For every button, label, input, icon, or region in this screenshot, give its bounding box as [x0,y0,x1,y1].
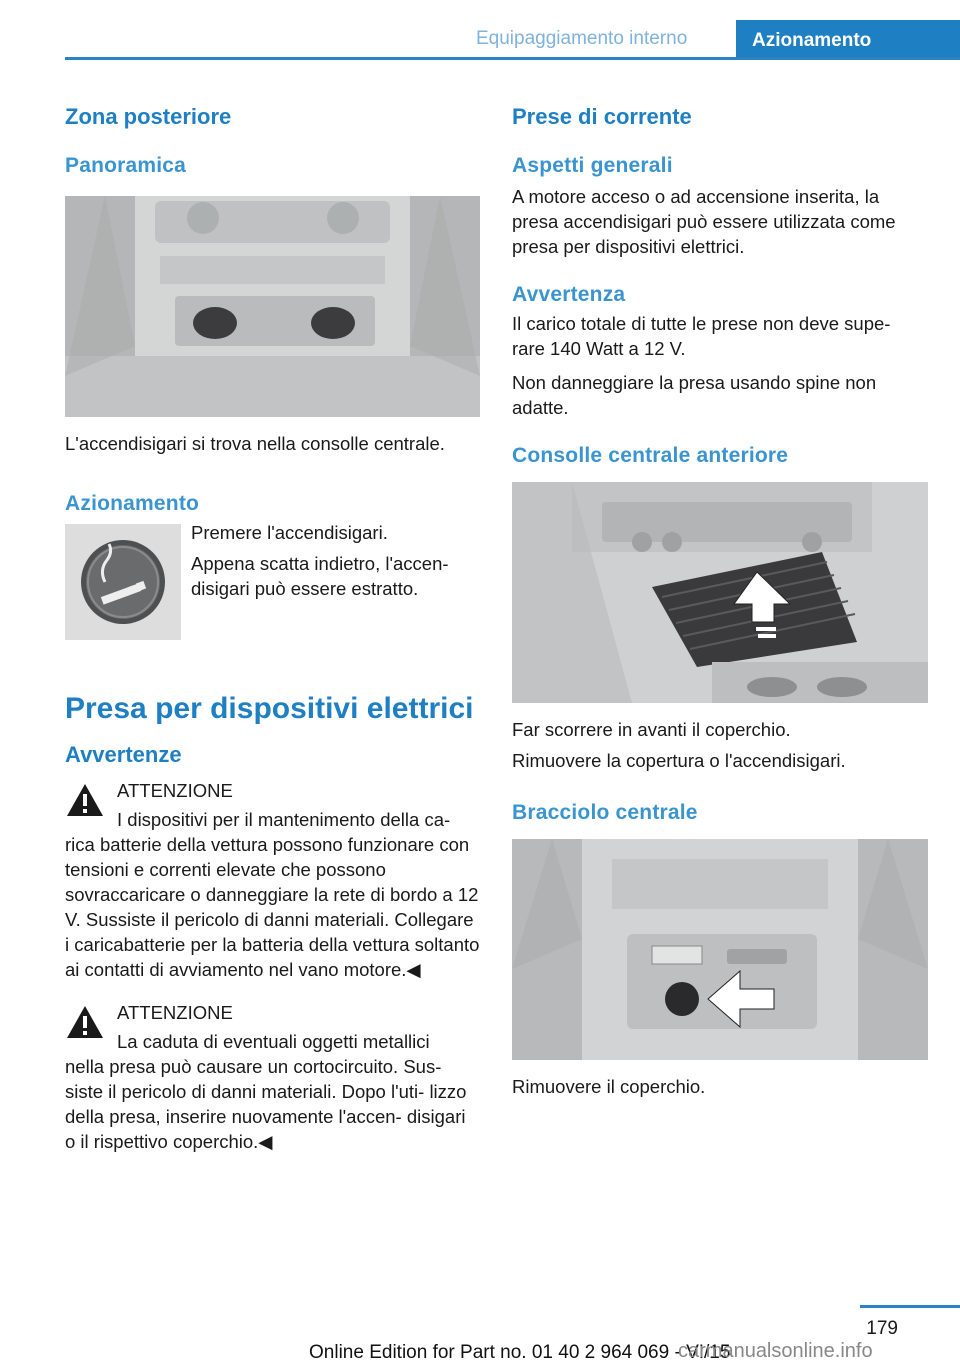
warning-triangle-icon [65,1004,105,1040]
heading-panoramica: Panoramica [65,154,187,177]
left-column [65,100,480,1154]
heading-zona-posteriore: Zona posteriore [65,104,232,129]
azionamento-step-2a: Appena scatta indietro, l'accen‐ [191,553,449,574]
aspetti-text: A motore acceso o ad accensione inserita, la presa accendisigari può essere utilizzata come presa per dispositivi elettrici. [512,186,896,257]
warning-block-2 [65,1000,480,1154]
right-column [512,100,928,1099]
warning-1-line1: I dispositivi per il mantenimento della ca‐ [117,809,451,830]
heading-consolle-centrale: Consolle centrale anteriore [512,444,789,467]
consolle-p1: Far scorrere in avanti il coperchio. [512,719,791,740]
footer-rule [860,1305,960,1308]
avvertenza-p2: Non danneggiare la presa usando spine non adatte. [512,372,877,418]
edition-text: Online Edition for Part no. 01 40 2 964 069 - VI/15 [309,1342,731,1363]
rear-console-photo [65,196,480,417]
heading-avvertenze: Avvertenze [65,742,182,767]
consolle-p2: Rimuovere la copertura o l'accendisigari. [512,750,846,771]
warning-block-1 [65,778,480,982]
warning-2-line1: La caduta di eventuali oggetti metallici [117,1031,430,1052]
heading-presa-dispositivi: Presa per dispositivi elettrici [65,692,474,725]
avvertenza-p1: Il carico totale di tutte le prese non deve supe‐ rare 140 Watt a 12 V. [512,313,891,359]
heading-bracciolo-centrale: Bracciolo centrale [512,801,698,824]
warning-triangle-icon [65,782,105,818]
warning-1-label: ATTENZIONE [117,780,233,801]
header-tab-azionamento: Azionamento [736,20,960,60]
warning-2-label: ATTENZIONE [117,1002,233,1023]
page-number: 179 [866,1318,898,1339]
watermark: carmanualsonline.info [678,1340,873,1362]
heading-avvertenza: Avvertenza [512,283,626,306]
warning-1-text: rica batterie della vettura possono funzionare con tensioni e correnti elevate che possono sovraccaricare o danneggiare la rete di bordo a 12 V. Sussiste il pericolo di danni materiali. Collegare i caricabatterie per la batteria della vettura soltanto ai contatti di avviamento nel vano motore.◀ [65,834,480,980]
cigarette-lighter-photo [65,524,181,640]
bracciolo-p1: Rimuovere il coperchio. [512,1076,706,1097]
cigarette-lighter-icon [65,524,181,640]
armrest-photo [512,839,928,1060]
heading-prese-di-corrente: Prese di corrente [512,104,692,129]
heading-aspetti-generali: Aspetti generali [512,154,673,177]
azionamento-step-2b: disigari può essere estratto. [191,578,419,599]
azionamento-step-1: Premere l'accendisigari. [191,522,388,543]
header-section-title: Equipaggiamento interno [476,28,688,49]
warning-2-text: nella presa può causare un cortocircuito. Sus‐ siste il pericolo di danni materiali. Dopo l'uti‐ lizzo della presa, inserire nuovamente l'accen‐ disigari o il rispettivo coperchio.◀ [65,1056,467,1152]
header-rule [65,57,960,60]
page-header [65,20,960,60]
panoramica-caption: L'accendisigari si trova nella consolle centrale. [65,433,445,454]
heading-azionamento: Azionamento [65,492,200,515]
front-console-photo [512,482,928,703]
